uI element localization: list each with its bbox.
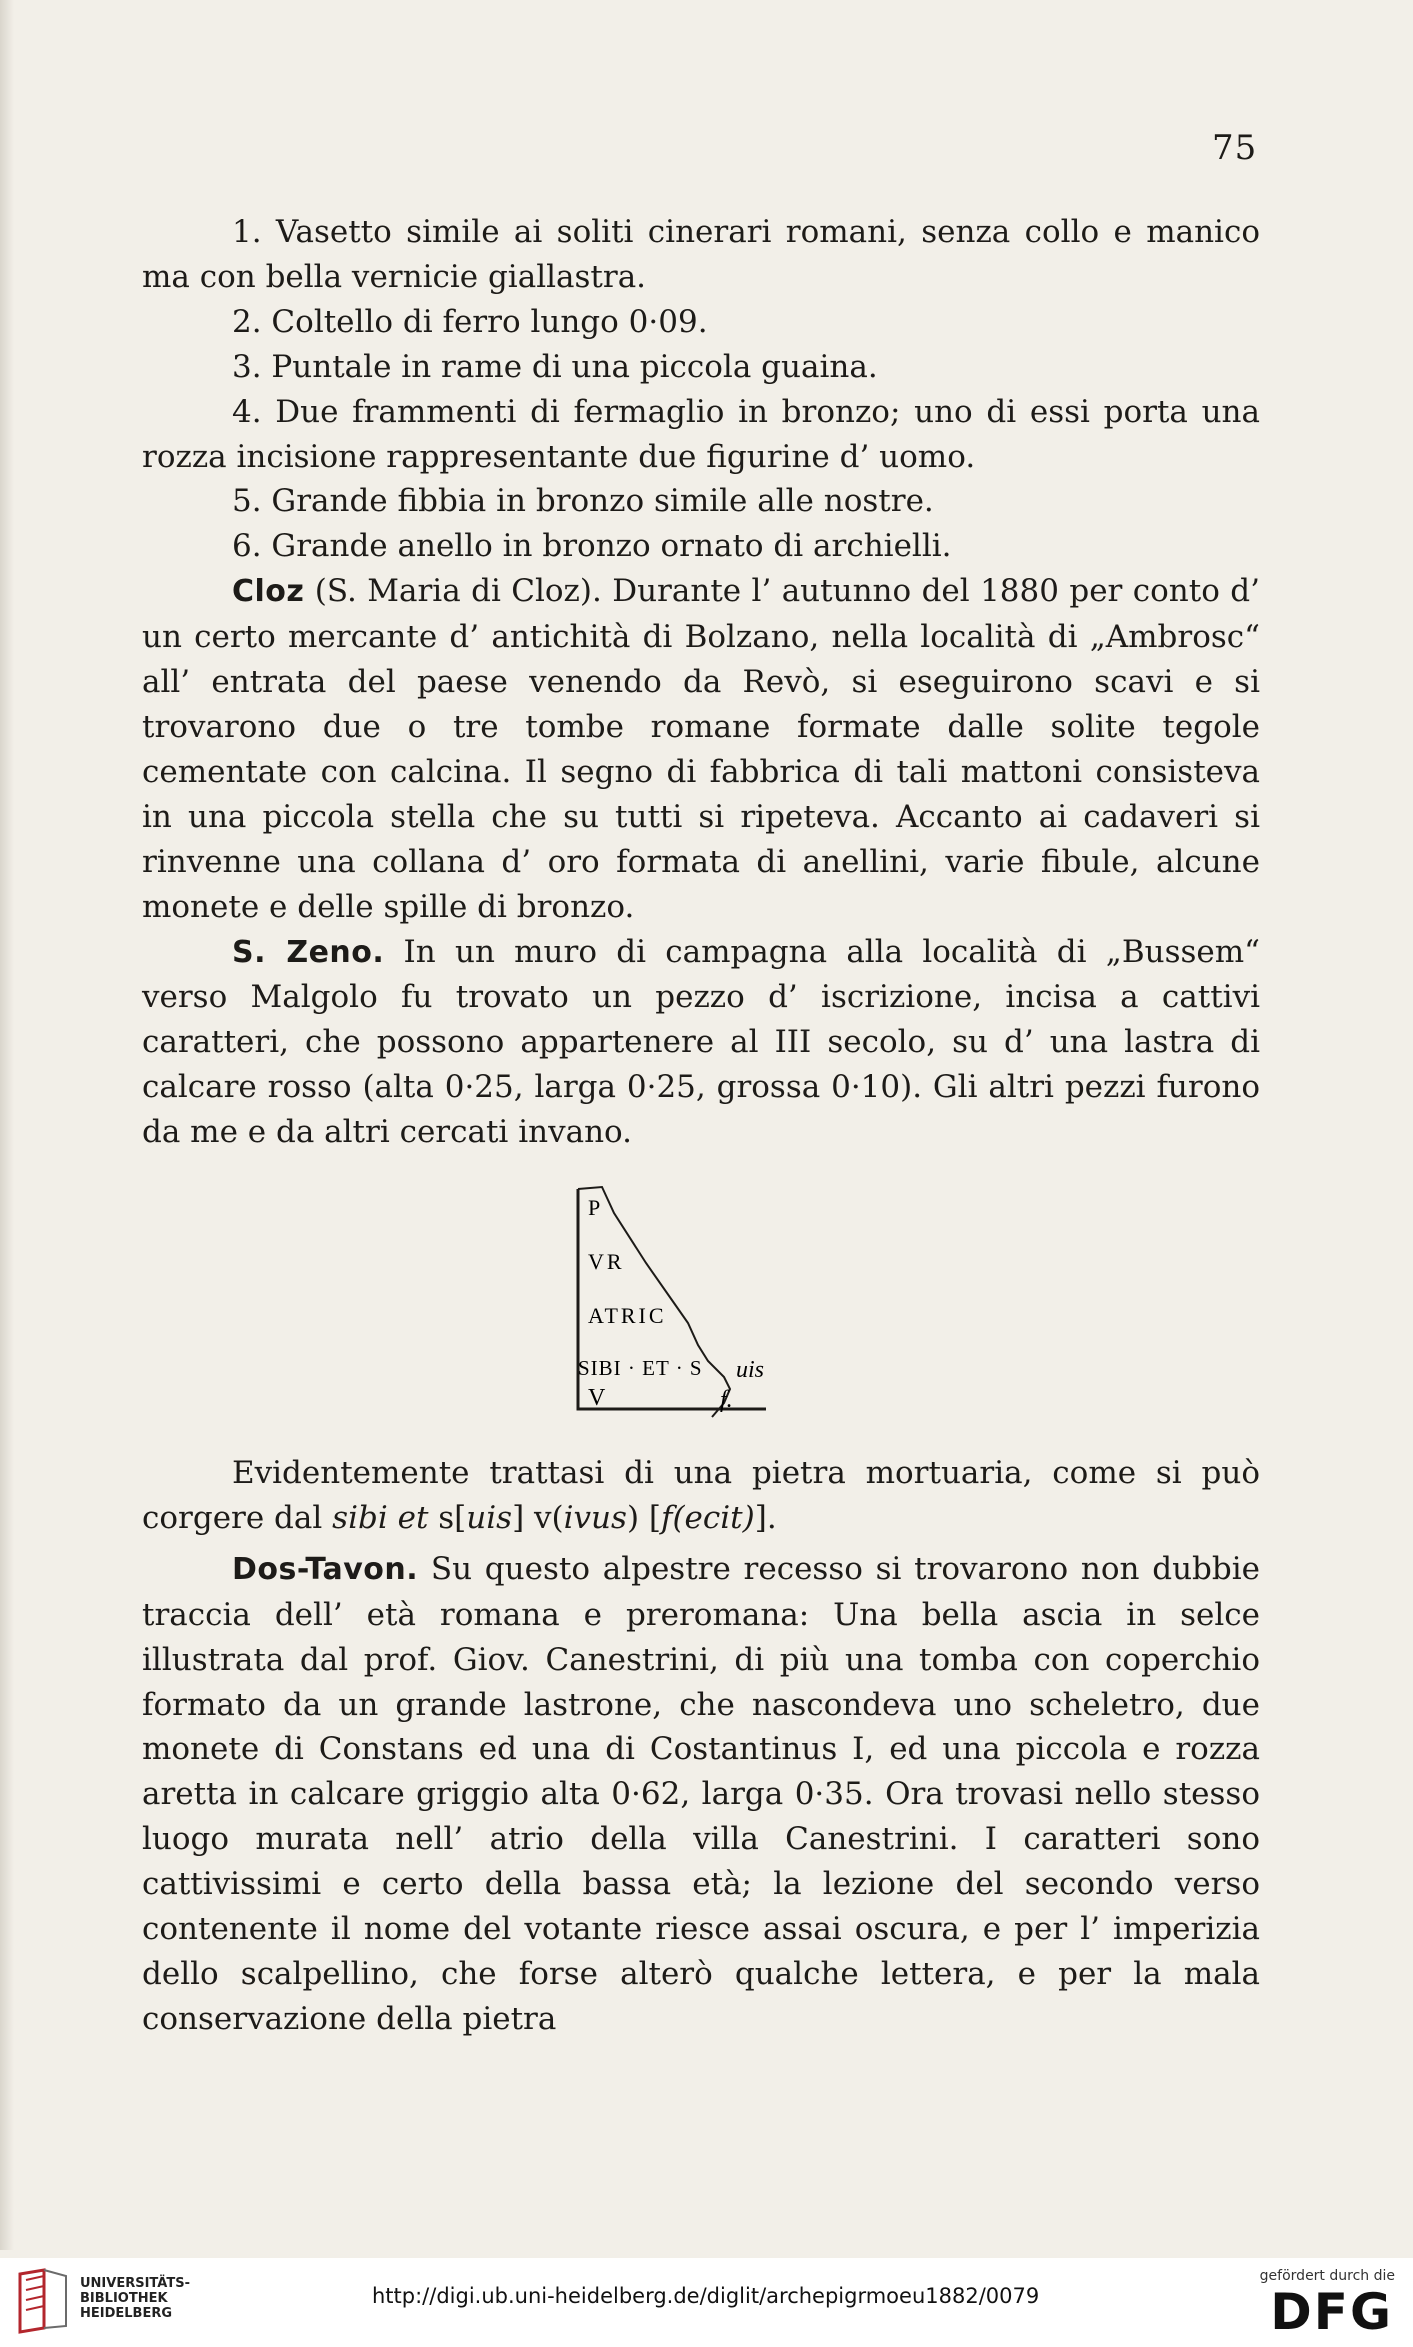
inscription-restoration-uis: uis bbox=[736, 1357, 765, 1384]
latin-fecit: f(ecit) bbox=[660, 1499, 755, 1536]
inscription-line-5: V bbox=[588, 1385, 606, 1412]
library-name bbox=[80, 2276, 190, 2321]
evidentemente-text: ]. bbox=[754, 1499, 777, 1536]
paragraph-evidentemente bbox=[142, 1451, 1260, 1541]
latin-sibi-et: sibi et bbox=[332, 1499, 429, 1536]
page-edge-shadow bbox=[0, 0, 14, 2250]
list-item: 6. Grande anello in bronzo ornato di archielli. bbox=[232, 528, 952, 565]
heading-s-zeno: S. Zeno. bbox=[232, 934, 385, 970]
library-name-line: HEIDELBERG bbox=[80, 2306, 173, 2321]
dfg-logo: DFG bbox=[1270, 2283, 1393, 2341]
funded-by-text: gefördert durch die bbox=[1259, 2268, 1395, 2284]
paragraph-cloz bbox=[142, 569, 1260, 929]
inscription-line-4: SIBI · ET · S bbox=[578, 1356, 703, 1381]
library-name-line: BIBLIOTHEK bbox=[80, 2291, 168, 2306]
inscription-restoration-f: f. bbox=[720, 1387, 733, 1414]
permalink-url[interactable]: http://digi.ub.uni-heidelberg.de/diglit/archepigrmoeu1882/0079 bbox=[372, 2284, 1040, 2308]
page-number: 75 bbox=[1212, 128, 1258, 168]
latin-ivus: ivus bbox=[563, 1499, 627, 1536]
evidentemente-text: Evidentemente trattasi di una pietra mortuaria, come si può corgere dal bbox=[142, 1455, 1260, 1536]
evidentemente-text: ) [ bbox=[626, 1499, 661, 1536]
list-item: 2. Coltello di ferro lungo 0·09. bbox=[232, 303, 708, 340]
paragraph-s-zeno bbox=[142, 930, 1260, 1156]
digitization-footer bbox=[0, 2258, 1413, 2347]
heading-dos-tavon: Dos-Tavon. bbox=[232, 1551, 419, 1587]
paragraph-cloz-text: (S. Maria di Cloz). Durante l’ autunno del 1880 per conto d’ un certo mercante d’ antichità di Bolzano, nella località di „Ambrosc“ all’ entrata del paese venendo da Revò, si eseguirono scavi e si trovarono due o tre tombe romane formate dalle solite tegole cementate con calcina. Il segno di fabbrica di tali mattoni consisteva in una piccola stella che su tutti si ripeteva. Accanto ai cadaveri si rinvenne una collana d’ oro formata di anellini, varie fibule, alcune monete e delle spille di bronzo. bbox=[142, 573, 1260, 925]
list-item: 1. Vasetto simile ai soliti cinerari romani, senza collo e manico ma con bella vernicie giallastra. bbox=[142, 214, 1260, 295]
inscription-line-3: ATRIC bbox=[588, 1303, 667, 1329]
inscription-figure bbox=[142, 1173, 1260, 1429]
library-name-line: UNIVERSITÄTS- bbox=[80, 2276, 190, 2291]
inscription-line-1: P bbox=[588, 1195, 601, 1221]
paragraph-s-zeno-text: In un muro di campagna alla località di „Bussem“ verso Malgolo fu trovato un pezzo d’ iscrizione, incisa a cattivi caratteri, che possono appartenere al III secolo, su d’ una lastra di calcare rosso (alta 0·25, larga 0·25, grossa 0·10). Gli altri pezzi furono da me e da altri cercati invano. bbox=[142, 933, 1260, 1151]
list-item: 3. Puntale in rame di una piccola guaina. bbox=[232, 348, 878, 385]
evidentemente-text: s[ bbox=[428, 1499, 467, 1536]
main-text bbox=[142, 210, 1260, 2042]
university-library-logo-icon bbox=[14, 2266, 72, 2336]
paragraph-dos-tavon bbox=[142, 1547, 1260, 2042]
list-item: 5. Grande fibbia in bronzo simile alle nostre. bbox=[232, 483, 934, 520]
inscription-line-2: VR bbox=[588, 1249, 625, 1275]
list-item: 4. Due frammenti di fermaglio in bronzo; uno di essi porta una rozza incisione rappresentante due figurine d’ uomo. bbox=[142, 393, 1260, 475]
heading-cloz: Cloz bbox=[232, 574, 305, 610]
inscription-drawing bbox=[574, 1173, 974, 1429]
latin-uis: uis bbox=[466, 1499, 513, 1536]
paragraph-dos-tavon-text: Su questo alpestre recesso si trovarono non dubbie traccia dell’ età romana e preromana: Una bella ascia in selce illustrata dal prof. Giov. Canestrini, di più una tomba con coperchio formato da un grande lastrone, che nascondeva uno scheletro, due monete di Constans ed una di Costantinus I, ed una piccola e rozza aretta in calcare griggio alta 0·62, larga 0·35. Ora trovasi nello stesso luogo murata nell’ atrio della villa Canestrini. I caratteri sono cattivissimi e certo della bassa età; la lezione del secondo verso contenente il nome del votante riesce assai oscura, e per l’ imperizia dello scalpellino, che forse alterò qualche lettera, e per la mala conservazione della pietra bbox=[142, 1550, 1260, 2037]
evidentemente-text: ] v( bbox=[512, 1499, 564, 1536]
